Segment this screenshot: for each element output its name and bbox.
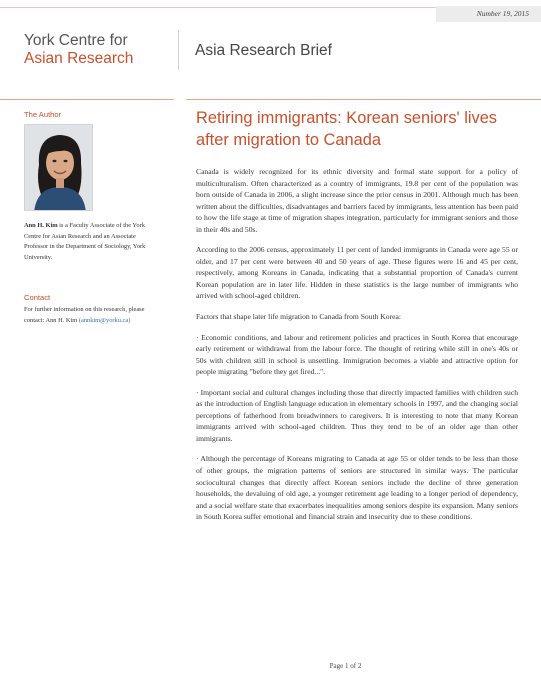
paragraph: · Economic conditions, and labour and retirement policies and practices in South Korea that encourage early retirement or withdrawal from the labour force. The thought of retiring while still in one's 40s or 50s with children still in school is unsettling. Immigration becomes a viable and attractive option for people migrating "before they get fired...". [196,332,518,377]
org-name-line1: York Centre for [24,32,128,49]
paragraph: Factors that shape later life migration to Canada from South Korea: [196,312,401,322]
author-portrait-image [25,125,93,211]
paragraph: Canada is widely recognized for its ethnic diversity and formal state support for a policy of multiculturalism. Often characterized as a country of immigrants, 19.8 per cent of the population was born outside of Canada in 2006, a slight increase since the prior census in 2001. Although much has been written about the difficulties, disadvantages and barriers faced by immigrants, less attention has been paid to how the life stage at time of migration shapes integration, particularly for immigrant seniors and those in their 40s and 50s. [196,167,518,234]
author-photo [24,124,93,211]
author-heading: The Author [24,110,62,119]
org-name-line2: Asian Research [24,50,134,67]
paragraph: · Although the percentage of Koreans migrating to Canada at age 55 or older tends to be less than those of other groups, the migration patterns of seniors are structured in similar ways. The particular sociocultural changes that directly affect Korean seniors include the decline of three generation households, the devaluing of old age, a younger retirement age leading to a longer period of dependency, and a social welfare state that exacerbates inequalities among seniors despite its expansion. Many seniors in South Korea suffer emotional and financial strain and insecurity due to these conditions. [196,454,518,522]
author-name: Ann H. Kim [24,222,58,229]
page-number: Page 1 of 2 [329,662,362,670]
contact-text: For further information on this research, please contact: Ann H. Kim [24,306,145,324]
article [196,108,518,532]
organization-logo-text [24,32,174,68]
author-bio [24,221,158,263]
article-body [196,166,518,523]
header-divider [178,30,179,70]
paragraph: According to the 2006 census, approximately 11 per cent of landed immigrants in Canada were age 55 or older, and 17 per cent were between 40 and 50 years of age. These figures were 16 and 45 per cent, respectively, among Koreans in Canada, indicating that a substantial proportion of Canada's current Korean population are in later life. Hidden in these statistics is the large number of immigrants who arrived with school-aged children. [196,245,518,301]
contact-email-link[interactable]: (annkim@yorku.ca) [78,316,131,324]
sidebar [24,110,158,327]
contact-info [24,305,158,326]
author-bio-text: is a Faculty Associate of the York Centre for Asian Research and an Associate Professor in the Department of Sociology, York University. [24,222,146,261]
contact-heading: Contact [24,293,51,303]
issue-number-badge: Number 19, 2015 [436,6,541,22]
paragraph: · Important social and cultural changes including those that directly impacted families with children such as the introduction of English language education in elementary schools in 1997, and the changing social perceptions of fatherhood from breadwinners to caregivers. It is interesting to note that many Korean immigrants arrived with school-aged children. Thus they tend to be of an older age than other immigrants. [196,387,518,443]
article-title: Retiring immigrants: Korean seniors' lives after migration to Canada [196,109,498,149]
series-title: Asia Research Brief [195,42,332,59]
main-top-rule [186,99,541,100]
sidebar-top-rule [0,99,174,100]
